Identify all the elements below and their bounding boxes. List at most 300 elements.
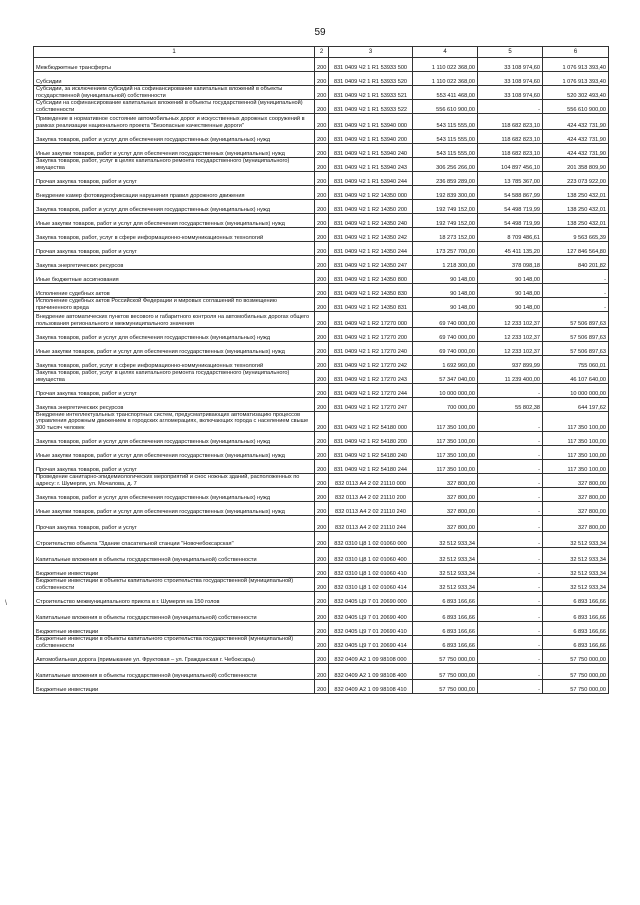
row-description: Иные закупки товаров, работ и услуг для обеспечения государственных (муниципальных) нужд bbox=[34, 445, 315, 459]
row-value-col5: 33 108 974,60 bbox=[478, 86, 543, 100]
row-value-col5: 118 682 823,10 bbox=[478, 114, 543, 130]
row-description: Иные закупки товаров, работ и услуг для обеспечения государственных (муниципальных) нужд bbox=[34, 214, 315, 228]
row-value-col6: 201 358 809,90 bbox=[543, 158, 609, 172]
row-value-col5: - bbox=[478, 679, 543, 693]
row-code-col2: 200 bbox=[315, 398, 329, 412]
row-description: Иные закупки товаров, работ и услуг для обеспечения государственных (муниципальных) нужд bbox=[34, 501, 315, 515]
row-value-col4: 6 893 166,66 bbox=[413, 591, 478, 605]
row-value-col6: 57 506 897,63 bbox=[543, 328, 609, 342]
row-value-col6: 840 201,82 bbox=[543, 256, 609, 270]
table-row bbox=[34, 172, 609, 186]
table-row bbox=[34, 547, 609, 563]
row-description: Капитальные вложения в объекты государственной (муниципальной) собственности bbox=[34, 663, 315, 679]
row-code-col2: 200 bbox=[315, 342, 329, 356]
row-budget-code: 831 0409 Ч2 1 R1 53933 500 bbox=[329, 58, 413, 72]
row-budget-code: 832 0409 А2 1 09 98108 410 bbox=[329, 679, 413, 693]
row-code-col2: 200 bbox=[315, 370, 329, 384]
row-value-col5: 12 233 102,37 bbox=[478, 312, 543, 328]
row-budget-code: 832 0113 А4 2 02 21110 200 bbox=[329, 487, 413, 501]
row-value-col5: - bbox=[478, 577, 543, 591]
row-budget-code: 831 0409 Ч2 1 R2 14350 247 bbox=[329, 256, 413, 270]
row-value-col6: 57 506 897,63 bbox=[543, 312, 609, 328]
row-code-col2: 200 bbox=[315, 58, 329, 72]
row-value-col4: 327 800,00 bbox=[413, 487, 478, 501]
row-budget-code: 831 0409 Ч2 1 R1 53940 244 bbox=[329, 172, 413, 186]
row-value-col4: 69 740 000,00 bbox=[413, 312, 478, 328]
row-description: Проведение санитарно-эпидемиологических мероприятий и снос ножных зданий, расположенных по адресу: г. Шумерля, ул. Мочалова, д. 7 bbox=[34, 473, 315, 487]
table-row bbox=[34, 473, 609, 487]
row-value-col6: 1 076 913 393,40 bbox=[543, 72, 609, 86]
row-value-col5: 12 233 102,37 bbox=[478, 342, 543, 356]
row-description: Бюджетные инвестиции bbox=[34, 563, 315, 577]
row-value-col5: 33 108 974,60 bbox=[478, 58, 543, 72]
table-row bbox=[34, 228, 609, 242]
row-value-col4: 32 512 933,34 bbox=[413, 547, 478, 563]
row-code-col2: 200 bbox=[315, 72, 329, 86]
row-value-col4: 192 749 152,00 bbox=[413, 214, 478, 228]
row-value-col6: 1 076 913 393,40 bbox=[543, 58, 609, 72]
row-code-col2: 200 bbox=[315, 649, 329, 663]
row-code-col2: 200 bbox=[315, 605, 329, 621]
row-value-col5: - bbox=[478, 501, 543, 515]
row-value-col4: 543 115 555,00 bbox=[413, 144, 478, 158]
row-code-col2: 200 bbox=[315, 158, 329, 172]
row-value-col6: 127 846 564,80 bbox=[543, 242, 609, 256]
row-budget-code: 831 0409 Ч2 1 R2 54180 244 bbox=[329, 459, 413, 473]
row-value-col4: 69 740 000,00 bbox=[413, 342, 478, 356]
row-value-col5: - bbox=[478, 563, 543, 577]
row-description: Межбюджетные трансферты bbox=[34, 58, 315, 72]
row-description: Прочая закупка товаров, работ и услуг bbox=[34, 172, 315, 186]
row-budget-code: 831 0409 Ч2 1 R1 53933 520 bbox=[329, 72, 413, 86]
row-value-col6: 520 302 493,40 bbox=[543, 86, 609, 100]
row-value-col5: - bbox=[478, 531, 543, 547]
table-row bbox=[34, 663, 609, 679]
row-code-col2: 200 bbox=[315, 298, 329, 312]
row-code-col2: 200 bbox=[315, 563, 329, 577]
row-value-col4: 57 750 000,00 bbox=[413, 679, 478, 693]
row-value-col6: 6 893 166,66 bbox=[543, 621, 609, 635]
budget-table bbox=[33, 46, 609, 694]
row-value-col4: 700 000,00 bbox=[413, 398, 478, 412]
row-value-col4: 306 256 266,00 bbox=[413, 158, 478, 172]
row-value-col4: 90 148,00 bbox=[413, 298, 478, 312]
table-row bbox=[34, 384, 609, 398]
row-value-col5: - bbox=[478, 591, 543, 605]
row-value-col5: 54 498 719,99 bbox=[478, 214, 543, 228]
table-row bbox=[34, 431, 609, 445]
row-value-col4: 57 750 000,00 bbox=[413, 649, 478, 663]
row-value-col4: 173 257 700,00 bbox=[413, 242, 478, 256]
row-description: Субсидии, за исключением субсидий на софинансирование капитальных вложений в объекты государственной (муниципальной) собственности bbox=[34, 86, 315, 100]
row-value-col4: 192 749 152,00 bbox=[413, 200, 478, 214]
row-value-col4: 10 000 000,00 bbox=[413, 384, 478, 398]
row-value-col6: 57 750 000,00 bbox=[543, 663, 609, 679]
row-value-col6: 57 750 000,00 bbox=[543, 679, 609, 693]
row-value-col6: 32 512 933,34 bbox=[543, 577, 609, 591]
row-code-col2: 200 bbox=[315, 114, 329, 130]
table-header-row bbox=[34, 47, 609, 58]
row-budget-code: 832 0113 А4 2 02 21110 244 bbox=[329, 515, 413, 531]
table-row bbox=[34, 214, 609, 228]
row-budget-code: 831 0409 Ч2 1 R2 14350 831 bbox=[329, 298, 413, 312]
row-description: Бюджетные инвестиции bbox=[34, 621, 315, 635]
row-value-col6: 327 800,00 bbox=[543, 487, 609, 501]
row-code-col2: 200 bbox=[315, 487, 329, 501]
row-value-col4: 90 148,00 bbox=[413, 270, 478, 284]
row-budget-code: 832 0310 Ц8 1 02 01060 000 bbox=[329, 531, 413, 547]
row-value-col5: - bbox=[478, 635, 543, 649]
row-code-col2: 200 bbox=[315, 328, 329, 342]
row-budget-code: 831 0409 Ч2 1 R2 14350 000 bbox=[329, 186, 413, 200]
row-value-col5: 54 498 719,99 bbox=[478, 200, 543, 214]
row-budget-code: 831 0409 Ч2 1 R2 17270 000 bbox=[329, 312, 413, 328]
row-code-col2: 200 bbox=[315, 445, 329, 459]
row-value-col5: - bbox=[478, 547, 543, 563]
row-value-col5: 8 709 486,61 bbox=[478, 228, 543, 242]
row-value-col5: 378 098,18 bbox=[478, 256, 543, 270]
row-value-col5: - bbox=[478, 384, 543, 398]
table-row bbox=[34, 158, 609, 172]
table-row bbox=[34, 144, 609, 158]
header-cell: 1 bbox=[34, 47, 315, 58]
row-value-col4: 69 740 000,00 bbox=[413, 328, 478, 342]
row-budget-code: 832 0409 А2 1 09 98108 000 bbox=[329, 649, 413, 663]
row-value-col6: 138 250 432,01 bbox=[543, 214, 609, 228]
row-budget-code: 831 0409 Ч2 1 R1 53940 243 bbox=[329, 158, 413, 172]
row-code-col2: 200 bbox=[315, 312, 329, 328]
row-code-col2: 200 bbox=[315, 577, 329, 591]
row-value-col6: 424 432 731,90 bbox=[543, 130, 609, 144]
row-value-col5: 55 802,38 bbox=[478, 398, 543, 412]
row-budget-code: 832 0405 Ц9 7 01 20690 000 bbox=[329, 591, 413, 605]
row-budget-code: 831 0409 Ч2 1 R2 14350 242 bbox=[329, 228, 413, 242]
row-value-col4: 18 273 152,00 bbox=[413, 228, 478, 242]
row-value-col4: 1 218 300,00 bbox=[413, 256, 478, 270]
header-cell: 3 bbox=[329, 47, 413, 58]
row-value-col5: - bbox=[478, 473, 543, 487]
row-value-col5: - bbox=[478, 445, 543, 459]
table-row bbox=[34, 501, 609, 515]
row-description: Закупка энергетических ресурсов bbox=[34, 256, 315, 270]
row-description: Закупка товаров, работ и услуг для обеспечения государственных (муниципальных) нужд bbox=[34, 328, 315, 342]
row-value-col4: 1 110 022 368,00 bbox=[413, 72, 478, 86]
row-value-col5: - bbox=[478, 459, 543, 473]
row-value-col6: 644 197,62 bbox=[543, 398, 609, 412]
table-row bbox=[34, 679, 609, 693]
row-code-col2: 200 bbox=[315, 256, 329, 270]
row-value-col6: 327 800,00 bbox=[543, 473, 609, 487]
row-description: Закупка товаров, работ и услуг для обеспечения государственных (муниципальных) нужд bbox=[34, 431, 315, 445]
row-value-col5: 90 148,00 bbox=[478, 284, 543, 298]
row-description: Закупка товаров, работ и услуг для обеспечения государственных (муниципальных) нужд bbox=[34, 130, 315, 144]
row-description: Прочая закупка товаров, работ и услуг bbox=[34, 459, 315, 473]
margin-mark: \ bbox=[5, 600, 7, 607]
row-budget-code: 831 0409 Ч2 1 R2 14350 240 bbox=[329, 214, 413, 228]
row-code-col2: 200 bbox=[315, 242, 329, 256]
table-row bbox=[34, 270, 609, 284]
table-row bbox=[34, 445, 609, 459]
row-value-col4: 1 692 960,00 bbox=[413, 356, 478, 370]
table-row bbox=[34, 100, 609, 114]
table-row bbox=[34, 242, 609, 256]
row-value-col4: 32 512 933,34 bbox=[413, 577, 478, 591]
row-code-col2: 200 bbox=[315, 473, 329, 487]
row-value-col6: - bbox=[543, 284, 609, 298]
row-value-col6: 117 350 100,00 bbox=[543, 412, 609, 432]
row-budget-code: 831 0409 Ч2 1 R2 14350 244 bbox=[329, 242, 413, 256]
row-budget-code: 831 0409 Ч2 1 R2 54180 240 bbox=[329, 445, 413, 459]
row-value-col5: 33 108 974,60 bbox=[478, 72, 543, 86]
row-description: Закупка товаров, работ, услуг в целях капитального ремонта государственного (муниципального) имущества bbox=[34, 158, 315, 172]
row-value-col4: 32 512 933,34 bbox=[413, 531, 478, 547]
row-budget-code: 831 0409 Ч2 1 R2 14350 800 bbox=[329, 270, 413, 284]
row-value-col5: 104 897 456,10 bbox=[478, 158, 543, 172]
row-description: Бюджетные инвестиции в объекты капитального строительства государственной (муниципальной) собственности bbox=[34, 635, 315, 649]
header-cell: 6 bbox=[543, 47, 609, 58]
row-code-col2: 200 bbox=[315, 621, 329, 635]
row-code-col2: 200 bbox=[315, 547, 329, 563]
row-description: Автомобильная дорога (примыкание ул. Фруктовая – ул. Гражданская г. Чебоксары) bbox=[34, 649, 315, 663]
row-description: Внедрение камер фотовидеофиксации нарушения правил дорожного движения bbox=[34, 186, 315, 200]
table-row bbox=[34, 412, 609, 432]
row-value-col6: - bbox=[543, 298, 609, 312]
row-budget-code: 831 0409 Ч2 1 R2 17270 200 bbox=[329, 328, 413, 342]
row-value-col5: - bbox=[478, 621, 543, 635]
row-value-col5: - bbox=[478, 515, 543, 531]
row-budget-code: 832 0405 Ц9 7 01 20690 410 bbox=[329, 621, 413, 635]
row-value-col4: 117 350 100,00 bbox=[413, 431, 478, 445]
row-code-col2: 200 bbox=[315, 100, 329, 114]
row-budget-code: 831 0409 Ч2 1 R2 17270 240 bbox=[329, 342, 413, 356]
row-code-col2: 200 bbox=[315, 86, 329, 100]
row-value-col4: 553 411 468,00 bbox=[413, 86, 478, 100]
row-value-col6: 327 800,00 bbox=[543, 501, 609, 515]
row-description: Внедрение интеллектуальных транспортных систем, предусматривающих автоматизацию процессов управления дорожным движением в городских агломерациях, включающих города с населением свыше 300 тысяч человек bbox=[34, 412, 315, 432]
row-value-col6: 755 060,01 bbox=[543, 356, 609, 370]
row-budget-code: 832 0113 А4 2 02 21110 240 bbox=[329, 501, 413, 515]
row-value-col6: 138 250 432,01 bbox=[543, 186, 609, 200]
row-budget-code: 831 0409 Ч2 1 R2 17270 244 bbox=[329, 384, 413, 398]
row-description: Субсидии на софинансирование капитальных вложений в объекты государственной (муниципальной) собственности bbox=[34, 100, 315, 114]
row-budget-code: 831 0409 Ч2 1 R1 53940 200 bbox=[329, 130, 413, 144]
header-cell: 4 bbox=[413, 47, 478, 58]
row-budget-code: 832 0310 Ц8 1 02 01060 400 bbox=[329, 547, 413, 563]
table-row bbox=[34, 256, 609, 270]
table-row bbox=[34, 459, 609, 473]
row-value-col5: 118 682 823,10 bbox=[478, 130, 543, 144]
row-description: Строительство межмуниципального приюта в г. Шумерля на 150 голов bbox=[34, 591, 315, 605]
row-description: Прочая закупка товаров, работ и услуг bbox=[34, 242, 315, 256]
row-budget-code: 831 0409 Ч2 1 R2 14350 830 bbox=[329, 284, 413, 298]
row-budget-code: 831 0409 Ч2 1 R1 53940 240 bbox=[329, 144, 413, 158]
row-description: Закупка товаров, работ, услуг в целях капитального ремонта государственного (муниципального) имущества bbox=[34, 370, 315, 384]
table-row bbox=[34, 577, 609, 591]
table-row bbox=[34, 621, 609, 635]
row-code-col2: 200 bbox=[315, 200, 329, 214]
row-value-col6: 57 506 897,63 bbox=[543, 342, 609, 356]
row-value-col5: 13 785 367,00 bbox=[478, 172, 543, 186]
row-value-col6: 327 800,00 bbox=[543, 515, 609, 531]
row-value-col4: 57 750 000,00 bbox=[413, 663, 478, 679]
row-budget-code: 831 0409 Ч2 1 R2 17270 242 bbox=[329, 356, 413, 370]
row-description: Иные бюджетные ассигнования bbox=[34, 270, 315, 284]
row-value-col4: 236 859 289,00 bbox=[413, 172, 478, 186]
table-row bbox=[34, 487, 609, 501]
table-row bbox=[34, 563, 609, 577]
row-value-col4: 117 350 100,00 bbox=[413, 459, 478, 473]
row-value-col6: 117 350 100,00 bbox=[543, 445, 609, 459]
row-description: Исполнение судебных актов bbox=[34, 284, 315, 298]
row-value-col4: 6 893 166,66 bbox=[413, 605, 478, 621]
row-budget-code: 832 0405 Ц9 7 01 20690 414 bbox=[329, 635, 413, 649]
row-value-col6: 32 512 933,34 bbox=[543, 547, 609, 563]
row-value-col5: 90 148,00 bbox=[478, 298, 543, 312]
table-row bbox=[34, 328, 609, 342]
row-budget-code: 832 0113 А4 2 02 21110 000 bbox=[329, 473, 413, 487]
row-description: Капитальные вложения в объекты государственной (муниципальной) собственности bbox=[34, 547, 315, 563]
table-row bbox=[34, 312, 609, 328]
row-value-col4: 543 115 555,00 bbox=[413, 114, 478, 130]
row-description: Бюджетные инвестиции bbox=[34, 679, 315, 693]
row-code-col2: 200 bbox=[315, 679, 329, 693]
row-description: Субсидии bbox=[34, 72, 315, 86]
table-row bbox=[34, 284, 609, 298]
row-value-col5: 118 682 823,10 bbox=[478, 144, 543, 158]
row-value-col6: 556 610 900,00 bbox=[543, 100, 609, 114]
table-row bbox=[34, 515, 609, 531]
row-description: Внедрение автоматических пунктов весового и габаритного контроля на автомобильных дорогах общего пользования регионального и межмуниципального значения bbox=[34, 312, 315, 328]
row-value-col6: 117 350 100,00 bbox=[543, 431, 609, 445]
row-value-col5: 11 239 400,00 bbox=[478, 370, 543, 384]
table-row bbox=[34, 370, 609, 384]
row-code-col2: 200 bbox=[315, 186, 329, 200]
row-code-col2: 200 bbox=[315, 172, 329, 186]
row-value-col5: - bbox=[478, 605, 543, 621]
table-row bbox=[34, 531, 609, 547]
row-code-col2: 200 bbox=[315, 515, 329, 531]
row-value-col6: 6 893 166,66 bbox=[543, 635, 609, 649]
table-row bbox=[34, 58, 609, 72]
row-value-col6: 32 512 933,34 bbox=[543, 531, 609, 547]
table-row bbox=[34, 86, 609, 100]
row-value-col4: 1 110 022 368,00 bbox=[413, 58, 478, 72]
row-value-col4: 327 800,00 bbox=[413, 501, 478, 515]
row-code-col2: 200 bbox=[315, 144, 329, 158]
row-code-col2: 200 bbox=[315, 412, 329, 432]
row-value-col6: - bbox=[543, 270, 609, 284]
row-code-col2: 200 bbox=[315, 214, 329, 228]
row-value-col5: - bbox=[478, 431, 543, 445]
row-budget-code: 831 0409 Ч2 1 R1 53933 522 bbox=[329, 100, 413, 114]
row-description: Исполнение судебных актов Российской Федерации и мировых соглашений по возмещению причиненного вреда bbox=[34, 298, 315, 312]
row-value-col6: 32 512 933,34 bbox=[543, 563, 609, 577]
row-budget-code: 832 0310 Ц8 1 02 01060 410 bbox=[329, 563, 413, 577]
row-code-col2: 200 bbox=[315, 356, 329, 370]
row-code-col2: 200 bbox=[315, 270, 329, 284]
row-value-col5: 45 411 135,20 bbox=[478, 242, 543, 256]
row-budget-code: 831 0409 Ч2 1 R2 17270 247 bbox=[329, 398, 413, 412]
row-value-col4: 556 610 900,00 bbox=[413, 100, 478, 114]
table-row bbox=[34, 591, 609, 605]
table-row bbox=[34, 200, 609, 214]
row-value-col5: - bbox=[478, 487, 543, 501]
row-description: Прочая закупка товаров, работ и услуг bbox=[34, 384, 315, 398]
row-description: Бюджетные инвестиции в объекты капитального строительства государственной (муниципальной) собственности bbox=[34, 577, 315, 591]
row-value-col6: 424 432 731,90 bbox=[543, 114, 609, 130]
row-value-col4: 327 800,00 bbox=[413, 473, 478, 487]
table-row bbox=[34, 130, 609, 144]
row-value-col5: 12 233 102,37 bbox=[478, 328, 543, 342]
row-value-col4: 6 893 166,66 bbox=[413, 621, 478, 635]
row-description: Прочая закупка товаров, работ и услуг bbox=[34, 515, 315, 531]
row-budget-code: 831 0409 Ч2 1 R2 54180 200 bbox=[329, 431, 413, 445]
row-description: Иные закупки товаров, работ и услуг для обеспечения государственных (муниципальных) нужд bbox=[34, 342, 315, 356]
row-description: Приведение в нормативное состояние автомобильных дорог и искусственных дорожных сооружений в рамках реализации национального проекта "Безопасные качественные дороги" bbox=[34, 114, 315, 130]
table-row bbox=[34, 114, 609, 130]
table-row bbox=[34, 356, 609, 370]
table-row bbox=[34, 649, 609, 663]
row-code-col2: 200 bbox=[315, 531, 329, 547]
row-value-col4: 117 350 100,00 bbox=[413, 412, 478, 432]
table-row bbox=[34, 72, 609, 86]
row-code-col2: 200 bbox=[315, 501, 329, 515]
row-value-col6: 6 893 166,66 bbox=[543, 605, 609, 621]
table-row bbox=[34, 342, 609, 356]
header-cell: 2 bbox=[315, 47, 329, 58]
row-value-col6: 424 432 731,90 bbox=[543, 144, 609, 158]
row-value-col5: - bbox=[478, 412, 543, 432]
row-description: Иные закупки товаров, работ и услуг для обеспечения государственных (муниципальных) нужд bbox=[34, 144, 315, 158]
row-value-col4: 117 350 100,00 bbox=[413, 445, 478, 459]
table-row bbox=[34, 298, 609, 312]
row-budget-code: 831 0409 Ч2 1 R2 17270 243 bbox=[329, 370, 413, 384]
row-budget-code: 831 0409 Ч2 1 R2 54180 000 bbox=[329, 412, 413, 432]
row-budget-code: 831 0409 Ч2 1 R1 53940 000 bbox=[329, 114, 413, 130]
row-value-col6: 117 350 100,00 bbox=[543, 459, 609, 473]
row-description: Закупка товаров, работ, услуг в сфере информационно-коммуникационных технологий bbox=[34, 228, 315, 242]
row-code-col2: 200 bbox=[315, 284, 329, 298]
row-value-col5: - bbox=[478, 100, 543, 114]
row-description: Закупка энергетических ресурсов bbox=[34, 398, 315, 412]
row-description: Капитальные вложения в объекты государственной (муниципальной) собственности bbox=[34, 605, 315, 621]
page-number: 59 bbox=[314, 27, 326, 38]
row-code-col2: 200 bbox=[315, 384, 329, 398]
row-value-col6: 9 563 665,39 bbox=[543, 228, 609, 242]
row-value-col4: 543 115 555,00 bbox=[413, 130, 478, 144]
row-value-col4: 32 512 933,34 bbox=[413, 563, 478, 577]
row-budget-code: 832 0405 Ц9 7 01 20690 400 bbox=[329, 605, 413, 621]
row-value-col6: 46 107 640,00 bbox=[543, 370, 609, 384]
row-value-col4: 57 347 040,00 bbox=[413, 370, 478, 384]
row-value-col5: - bbox=[478, 663, 543, 679]
row-value-col5: 90 148,00 bbox=[478, 270, 543, 284]
table-row bbox=[34, 635, 609, 649]
row-value-col6: 223 073 922,00 bbox=[543, 172, 609, 186]
table-row bbox=[34, 398, 609, 412]
row-value-col6: 10 000 000,00 bbox=[543, 384, 609, 398]
row-budget-code: 831 0409 Ч2 1 R2 14350 200 bbox=[329, 200, 413, 214]
row-code-col2: 200 bbox=[315, 663, 329, 679]
row-value-col5: - bbox=[478, 649, 543, 663]
row-code-col2: 200 bbox=[315, 228, 329, 242]
row-value-col4: 90 148,00 bbox=[413, 284, 478, 298]
row-code-col2: 200 bbox=[315, 431, 329, 445]
row-value-col4: 192 839 300,00 bbox=[413, 186, 478, 200]
row-value-col5: 54 588 867,99 bbox=[478, 186, 543, 200]
table-row bbox=[34, 605, 609, 621]
row-value-col6: 57 750 000,00 bbox=[543, 649, 609, 663]
